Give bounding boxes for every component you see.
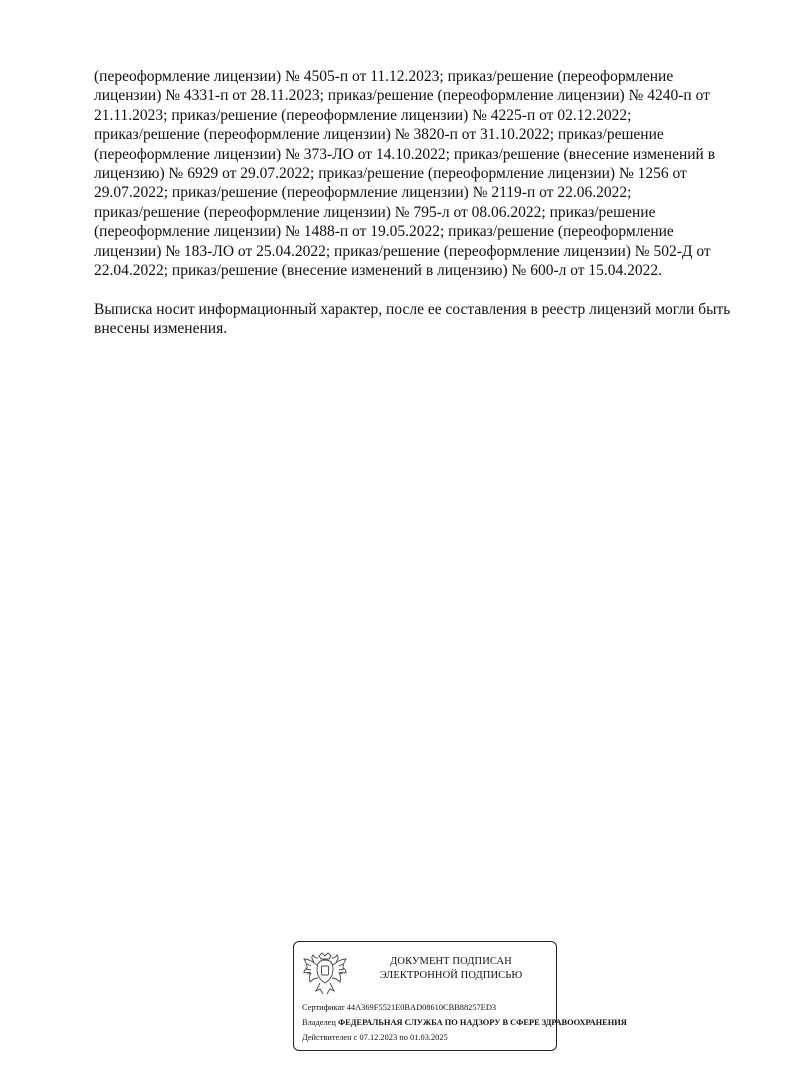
stamp-validity-row	[302, 1033, 448, 1043]
stamp-title-line: ДОКУМЕНТ ПОДПИСАН	[390, 956, 512, 967]
stamp-title	[356, 955, 546, 983]
document-line: лицензии) № 183-ЛО от 25.04.2022; приказ/решение (переоформление лицензии) № 502-Д от	[94, 242, 711, 260]
certificate-value: 44A369F5521E0BAD08610CBB88257ED3	[346, 1003, 497, 1012]
document-line: 22.04.2022; приказ/решение (внесение изменений в лицензию) № 600-л от 15.04.2022.	[94, 262, 663, 280]
double-headed-eagle-emblem-icon	[302, 950, 348, 998]
paragraph-gap	[94, 280, 764, 299]
certificate-label: Сертификат	[302, 1003, 345, 1012]
validity-text: Действителен с 07.12.2023 по 01.03.2025	[302, 1033, 448, 1042]
stamp-certificate-row	[302, 1003, 496, 1013]
stamp-title-line: ЭЛЕКТРОННОЙ ПОДПИСЬЮ	[379, 970, 523, 981]
document-line: приказ/решение (переоформление лицензии) № 3820-п от 31.10.2022; приказ/решение	[94, 126, 664, 144]
notice-line: внесены изменения.	[94, 320, 228, 338]
owner-label: Владелец	[302, 1018, 336, 1027]
notice-line: Выписка носит информационный характер, после ее составления в реестр лицензий могли быть	[94, 300, 731, 318]
document-line: (переоформление лицензии) № 373-ЛО от 14.10.2022; приказ/решение (внесение изменений в	[94, 145, 716, 163]
document-line: лицензию) № 6929 от 29.07.2022; приказ/решение (переоформление лицензии) № 1256 от	[94, 165, 687, 183]
stamp-owner-row	[302, 1018, 627, 1028]
document-line: приказ/решение (переоформление лицензии) № 795-л от 08.06.2022; приказ/решение	[94, 203, 656, 221]
document-line: (переоформление лицензии) № 1488-п от 19.05.2022; приказ/решение (переоформление	[94, 223, 674, 241]
owner-value: ФЕДЕРАЛЬНАЯ СЛУЖБА ПО НАДЗОРУ В СФЕРЕ ЗДРАВООХРАНЕНИЯ	[337, 1018, 627, 1027]
document-line: лицензии) № 4331-п от 28.11.2023; приказ/решение (переоформление лицензии) № 4240-п от	[94, 87, 710, 105]
document-line: (переоформление лицензии) № 4505-п от 11.12.2023; приказ/решение (переоформление	[94, 68, 674, 85]
document-line: 29.07.2022; приказ/решение (переоформление лицензии) № 2119-п от 22.06.2022;	[94, 184, 632, 202]
electronic-signature-stamp	[293, 941, 627, 1051]
document-line: 21.11.2023; приказ/решение (переоформление лицензии) № 4225-п от 02.12.2022;	[94, 106, 632, 124]
document-body	[94, 67, 764, 339]
